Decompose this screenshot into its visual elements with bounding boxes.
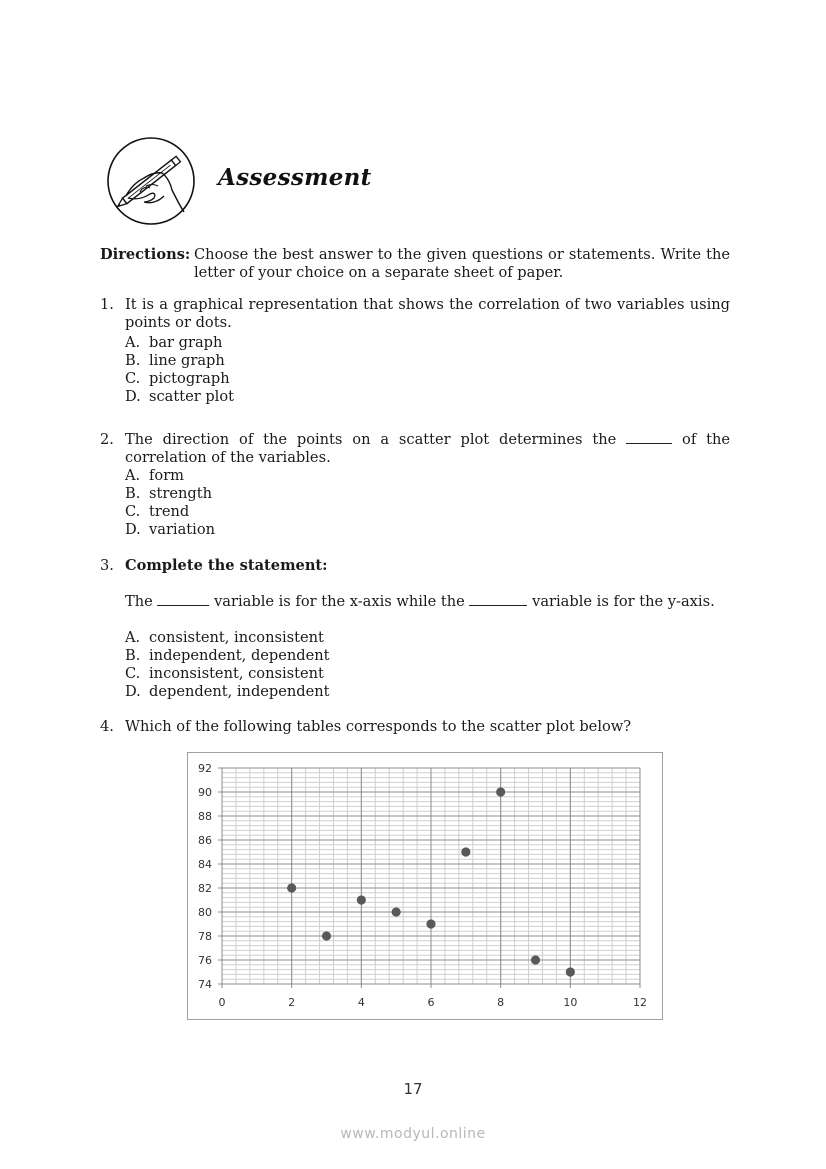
directions-label: Directions: <box>100 246 191 263</box>
answer-blank <box>626 431 672 444</box>
options-list <box>125 629 730 701</box>
options-list <box>125 334 730 406</box>
scatter-plot-canvas <box>188 753 662 1019</box>
statement: The variable is for the x-axis while the variable is for the y-axis. <box>125 593 715 610</box>
option-a[interactable]: A. consistent, inconsistent <box>125 629 324 646</box>
option-b[interactable]: B. line graph <box>125 352 225 369</box>
options-list <box>125 467 730 539</box>
x-tick-label: 8 <box>497 996 505 1009</box>
option-c[interactable]: C. trend <box>125 503 190 520</box>
data-point <box>357 895 366 904</box>
hand-writing-pencil-icon <box>106 136 196 226</box>
x-tick-label: 6 <box>427 996 435 1009</box>
directions-text: Choose the best answer to the given questions or statements. Write the letter of your choice on a separate sheet of paper. <box>194 246 730 281</box>
question-number: 3. <box>100 557 114 574</box>
data-point <box>566 967 575 976</box>
x-tick-label: 12 <box>633 996 647 1009</box>
answer-blank-x <box>157 593 209 606</box>
question-stem: It is a graphical representation that shows the correlation of two variables using points or dots. <box>125 296 730 331</box>
option-a[interactable]: A. form <box>125 467 185 484</box>
question-4 <box>100 718 730 736</box>
question-number: 1. <box>100 296 114 313</box>
data-point <box>287 883 296 892</box>
question-number: 4. <box>100 718 114 735</box>
y-tick-label: 76 <box>198 954 212 967</box>
data-point <box>426 919 435 928</box>
option-b[interactable]: B. strength <box>125 485 212 502</box>
y-tick-label: 80 <box>198 906 212 919</box>
x-tick-label: 4 <box>357 996 365 1009</box>
option-d[interactable]: D. scatter plot <box>125 388 235 405</box>
y-tick-label: 82 <box>198 882 212 895</box>
option-c[interactable]: C. inconsistent, consistent <box>125 665 324 682</box>
y-tick-label: 90 <box>198 786 212 799</box>
option-a[interactable]: A. bar graph <box>125 334 223 351</box>
option-b[interactable]: B. independent, dependent <box>125 647 330 664</box>
y-tick-label: 92 <box>198 762 212 775</box>
data-point <box>461 847 470 856</box>
question-3 <box>100 557 730 701</box>
question-stem: The direction of the points on a scatter plot determines the of the correlation of the variables. <box>125 431 730 466</box>
question-2 <box>100 431 730 539</box>
y-tick-label: 84 <box>198 858 212 871</box>
question-stem: Which of the following tables corresponds to the scatter plot below? <box>125 718 632 735</box>
watermark: www.modyul.online <box>340 1126 486 1142</box>
option-d[interactable]: D. dependent, independent <box>125 683 330 700</box>
answer-blank-y <box>469 593 527 606</box>
option-c[interactable]: C. pictograph <box>125 370 230 387</box>
x-tick-label: 2 <box>288 996 296 1009</box>
y-tick-label: 88 <box>198 810 212 823</box>
data-point <box>496 787 505 796</box>
page-title: Assessment <box>218 164 372 191</box>
y-tick-label: 86 <box>198 834 212 847</box>
option-d[interactable]: D. variation <box>125 521 216 538</box>
scatter-plot <box>187 752 663 1020</box>
page-number: 17 <box>403 1080 423 1098</box>
question-heading: Complete the statement: <box>125 557 328 574</box>
question-number: 2. <box>100 431 114 448</box>
y-tick-label: 74 <box>198 978 212 991</box>
data-point <box>322 931 331 940</box>
data-point <box>392 907 401 916</box>
x-tick-label: 0 <box>218 996 226 1009</box>
question-1 <box>100 296 730 406</box>
x-tick-label: 10 <box>563 996 578 1009</box>
data-point <box>531 955 540 964</box>
y-tick-label: 78 <box>198 930 212 943</box>
